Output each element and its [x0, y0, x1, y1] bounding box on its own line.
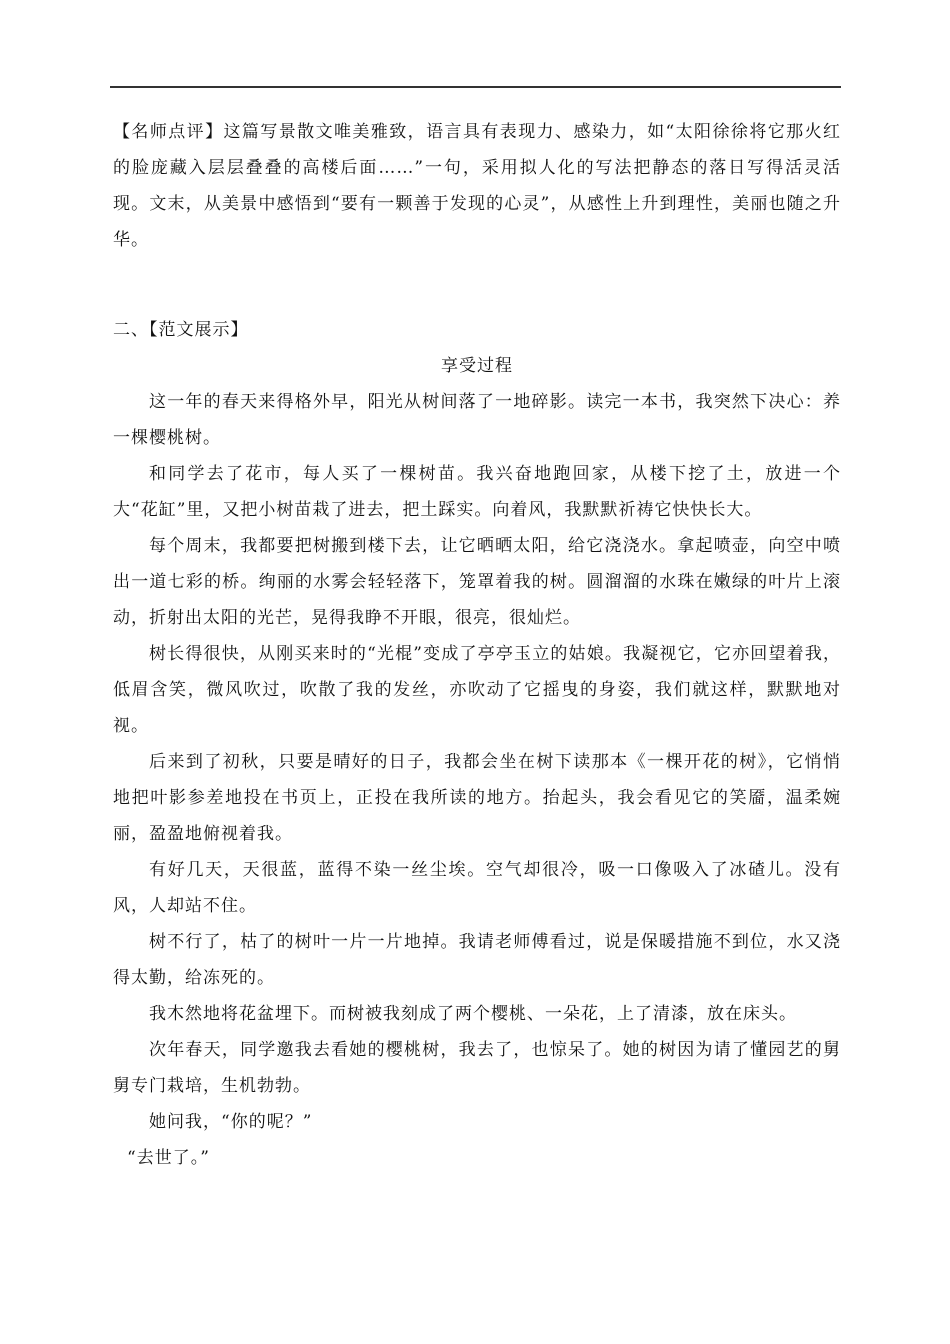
paragraph-4: 树长得很快，从刚买来时的“光棍”变成了亭亭玉立的姑娘。我凝视它，它亦回望着我，低眉含笑，微风吹过，吹散了我的发丝，亦吹动了它摇曳的身姿，我们就这样，默默地对视。	[113, 644, 841, 736]
paragraph-9: 次年春天，同学邀我去看她的樱桃树，我去了，也惊呆了。她的树因为请了懂园艺的舅舅专门栽培，生机勃勃。	[113, 1040, 841, 1096]
essay-title: 享受过程	[441, 356, 513, 376]
paragraph-10: 她问我，“你的呢？”	[149, 1112, 313, 1132]
section-heading: 二、【范文展示】	[113, 320, 249, 340]
paragraph-2: 和同学去了花市，每人买了一棵树苗。我兴奋地跑回家，从楼下挖了土，放进一个大“花缸”里，又把小树苗栽了进去，把土踩实。向着风，我默默祈祷它快快长大。	[113, 464, 841, 520]
teacher-comment: 【名师点评】这篇写景散文唯美雅致，语言具有表现力、感染力，如“太阳徐徐将它那火红的脸庞藏入层层叠叠的高楼后面……”一句，采用拟人化的写法把静态的落日写得活灵活现。文末，从美景中感悟到“要有一颗善于发现的心灵”，从感性上升到理性，美丽也随之升华。	[113, 122, 841, 250]
paragraph-5: 后来到了初秋，只要是晴好的日子，我都会坐在树下读那本《一棵开花的树》，它悄悄地把叶影参差地投在书页上，正投在我所读的地方。抬起头，我会看见它的笑靥，温柔婉丽，盈盈地俯视着我。	[113, 752, 841, 844]
paragraph-8: 我木然地将花盆埋下。而树被我刻成了两个樱桃、一朵花，上了清漆，放在床头。	[149, 1004, 797, 1024]
dialogue-line: “去世了。”	[127, 1148, 210, 1168]
header-rule	[110, 86, 841, 88]
document-body	[113, 114, 841, 1176]
paragraph-3: 每个周末，我都要把树搬到楼下去，让它晒晒太阳，给它浇浇水。拿起喷壶，向空中喷出一道七彩的桥。绚丽的水雾会轻轻落下，笼罩着我的树。圆溜溜的水珠在嫩绿的叶片上滚动，折射出太阳的光芒，晃得我睁不开眼，很亮，很灿烂。	[113, 536, 841, 628]
paragraph-1: 这一年的春天来得格外早，阳光从树间落了一地碎影。读完一本书，我突然下决心：养一棵樱桃树。	[113, 392, 841, 448]
paragraph-6: 有好几天，天很蓝，蓝得不染一丝尘埃。空气却很冷，吸一口像吸入了冰碴儿。没有风，人却站不住。	[113, 860, 841, 916]
paragraph-7: 树不行了，枯了的树叶一片一片地掉。我请老师傅看过，说是保暖措施不到位，水又浇得太勤，给冻死的。	[113, 932, 841, 988]
